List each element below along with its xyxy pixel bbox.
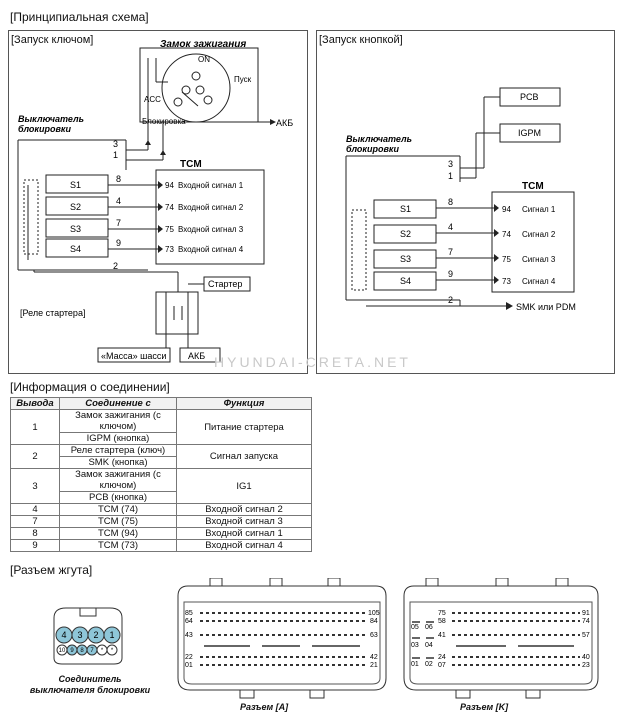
pin-41: 41: [438, 632, 446, 639]
pin-8-label: 8: [116, 174, 122, 184]
pin-4: 4: [61, 630, 67, 640]
s3-label: S3: [400, 254, 412, 264]
tcm-94-label: 94: [165, 181, 174, 190]
tcm-75-label: 75: [165, 225, 174, 234]
button-start-diagram: [316, 30, 613, 372]
tcm-signal-1: Входной сигнал 1: [178, 181, 244, 190]
acc-label: ACC: [144, 95, 161, 104]
button-start-title: [Запуск кнопкой]: [319, 34, 403, 46]
tcm-label: TCM: [522, 181, 544, 192]
pin-05: 05: [411, 624, 419, 631]
s4-label: S4: [70, 244, 82, 254]
key-start-title: [Запуск ключом]: [11, 34, 94, 46]
pin-1-label: 1: [448, 171, 454, 181]
pin-42: 42: [370, 654, 378, 661]
on-label: ON: [198, 55, 210, 64]
func-cell: Входной сигнал 2: [177, 504, 312, 516]
conn-cell: TCM (73): [60, 540, 177, 552]
func-cell: Входной сигнал 4: [177, 540, 312, 552]
switch-connector: [40, 604, 136, 668]
pin-40: 40: [582, 654, 590, 661]
pin-01: 01: [185, 662, 193, 669]
tcm-signal-2: Входной сигнал 2: [178, 203, 244, 212]
ignition-lock-label: Замок зажигания: [160, 39, 247, 50]
connector-a: [170, 578, 394, 700]
pin-03: 03: [411, 642, 419, 649]
schematic-title: [Принципиальная схема]: [10, 10, 149, 24]
pin-star: *: [110, 648, 114, 654]
pin-star: *: [100, 648, 104, 654]
pin-1: 1: [109, 630, 115, 640]
connector-k: [396, 578, 606, 700]
pin-9-label: 9: [448, 269, 454, 279]
start-label: Пуск: [234, 75, 252, 84]
switch-connector-caption: [20, 674, 160, 696]
tcm-label: TCM: [180, 159, 202, 170]
tcm-73-label: 73: [165, 245, 174, 254]
pin-64: 64: [185, 618, 193, 625]
tcm-signal-3: Входной сигнал 3: [178, 225, 244, 234]
tcm-74-label: 74: [165, 203, 174, 212]
pin-06: 06: [425, 624, 433, 631]
pin-4-label: 4: [448, 222, 454, 232]
conn-cell: TCM (94): [60, 528, 177, 540]
col-header-func: Функция: [177, 398, 312, 410]
table-row: [11, 445, 312, 457]
tcm-94-label: 94: [502, 205, 511, 214]
conn-cell: Замок зажигания (с ключом): [60, 410, 177, 433]
func-cell: Входной сигнал 3: [177, 516, 312, 528]
conn-cell: IGPM (кнопка): [60, 433, 177, 445]
lock-label: Блокировка: [142, 117, 186, 126]
func-cell: Питание стартера: [177, 410, 312, 445]
pin-63: 63: [370, 632, 378, 639]
pin-cell: 8: [11, 528, 60, 540]
tcm-73-label: 73: [502, 277, 511, 286]
pin-23: 23: [582, 662, 590, 669]
conn-cell: Замок зажигания (с ключом): [60, 469, 177, 492]
pin-43: 43: [185, 632, 193, 639]
pin-4-label: 4: [116, 196, 122, 206]
pin-24: 24: [438, 654, 446, 661]
pin-105: 105: [368, 610, 380, 617]
table-row: [11, 504, 312, 516]
col-header-pin: Вывода: [11, 398, 60, 410]
conn-cell: SMK (кнопка): [60, 457, 177, 469]
conn-cell: Реле стартера (ключ): [60, 445, 177, 457]
tcm-74-label: 74: [502, 230, 511, 239]
conn-info-title: [Информация о соединении]: [10, 380, 170, 394]
igpm-label: IGPM: [518, 128, 542, 138]
conn-cell: TCM (74): [60, 504, 177, 516]
pin-8: 8: [80, 648, 84, 654]
key-start-diagram: [8, 30, 306, 372]
watermark: HYUNDAI-CRETA.NET: [214, 354, 411, 370]
pin-9: 9: [70, 648, 74, 654]
pin-01: 01: [411, 661, 419, 668]
tcm-signal-2: Сигнал 2: [522, 230, 556, 239]
s2-label: S2: [400, 229, 412, 239]
connection-table: [10, 397, 312, 552]
pin-7-label: 7: [448, 247, 454, 257]
tcm-signal-1: Сигнал 1: [522, 205, 556, 214]
pin-84: 84: [370, 618, 378, 625]
s2-label: S2: [70, 202, 82, 212]
pin-3-label: 3: [448, 159, 454, 169]
func-cell: Сигнал запуска: [177, 445, 312, 469]
table-row: [11, 516, 312, 528]
pin-02: 02: [425, 661, 433, 668]
s4-label: S4: [400, 276, 412, 286]
pin-85: 85: [185, 610, 193, 617]
pin-9-label: 9: [116, 238, 122, 248]
switch-label-1: Выключатель: [18, 114, 84, 124]
col-header-conn: Соединение с: [60, 398, 177, 410]
pin-2-label: 2: [113, 261, 119, 271]
caption-line: выключателя блокировки: [29, 685, 151, 695]
conn-cell: TCM (75): [60, 516, 177, 528]
pin-04: 04: [425, 642, 433, 649]
connector-k-caption: Разъем [K]: [460, 702, 509, 712]
pin-58: 58: [438, 618, 446, 625]
pin-cell: 9: [11, 540, 60, 552]
pin-74: 74: [582, 618, 590, 625]
starter-label: Стартер: [208, 279, 243, 289]
table-row: [11, 528, 312, 540]
pin-7-label: 7: [116, 218, 122, 228]
table-row: [11, 540, 312, 552]
func-cell: IG1: [177, 469, 312, 504]
pin-21: 21: [370, 662, 378, 669]
conn-cell: PCB (кнопка): [60, 492, 177, 504]
switch-label-1: Выключатель: [346, 134, 412, 144]
connector-a-caption: Разъем [A]: [240, 702, 289, 712]
pin-07: 07: [438, 662, 446, 669]
ground-label: «Масса» шасси: [101, 351, 167, 361]
pin-cell: 1: [11, 410, 60, 445]
pin-cell: 4: [11, 504, 60, 516]
switch-label-2: блокировки: [18, 124, 71, 134]
pcb-label: PCB: [520, 92, 539, 102]
pin-cell: 2: [11, 445, 60, 469]
pin-57: 57: [582, 632, 590, 639]
pin-2: 2: [93, 630, 99, 640]
tcm-signal-3: Сигнал 3: [522, 255, 556, 264]
tcm-signal-4: Сигнал 4: [522, 277, 556, 286]
tcm-signal-4: Входной сигнал 4: [178, 245, 244, 254]
s1-label: S1: [400, 204, 412, 214]
s1-label: S1: [70, 180, 82, 190]
harness-title: [Разъем жгута]: [10, 563, 93, 577]
pin-91: 91: [582, 610, 590, 617]
pin-1-label: 1: [113, 150, 119, 160]
s3-label: S3: [70, 224, 82, 234]
pin-2-label: 2: [448, 295, 454, 305]
func-cell: Входной сигнал 1: [177, 528, 312, 540]
pin-10: 10: [58, 648, 66, 654]
pin-22: 22: [185, 654, 193, 661]
pin-3: 3: [77, 630, 83, 640]
smk-label: SMK или PDM: [516, 302, 576, 312]
pin-7: 7: [90, 648, 94, 654]
starter-relay-label: [Реле стартера]: [20, 308, 86, 318]
pin-75: 75: [438, 610, 446, 617]
caption-line: Соединитель: [58, 674, 122, 684]
pin-8-label: 8: [448, 197, 454, 207]
pin-cell: 3: [11, 469, 60, 504]
akb-2-label: АКБ: [188, 351, 206, 361]
table-row: [11, 410, 312, 433]
switch-label-2: блокировки: [346, 144, 399, 154]
pin-3-label: 3: [113, 139, 119, 149]
akb-label: АКБ: [276, 118, 294, 128]
tcm-75-label: 75: [502, 255, 511, 264]
pin-cell: 7: [11, 516, 60, 528]
table-row: [11, 469, 312, 492]
